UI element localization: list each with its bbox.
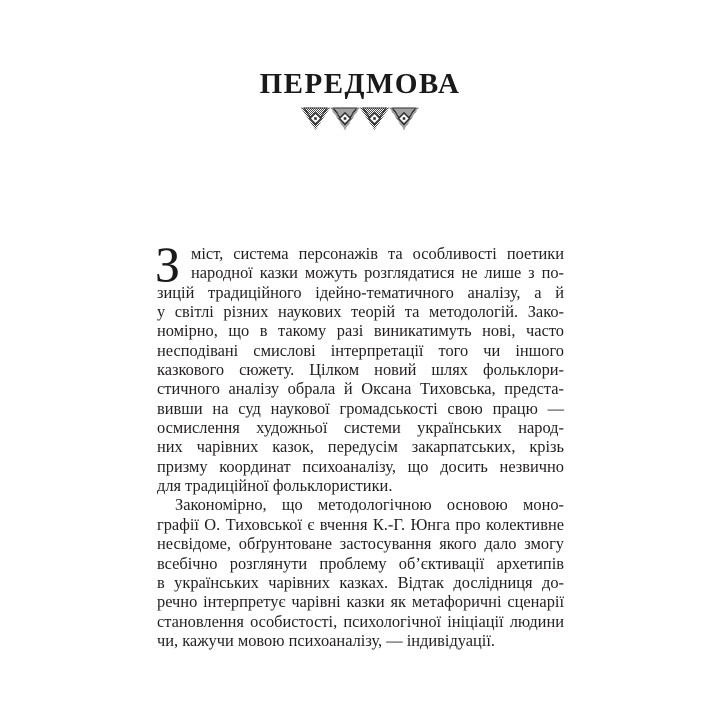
text-line: несвідоме, обґрунтоване застосування якого дало змогу — [157, 534, 564, 554]
text-line: номірно, що в такому разі виникатимуть нові, часто — [157, 321, 564, 341]
text-line: у світлі різних наукових теорій та методологій. Зако- — [157, 302, 564, 322]
text-line: них чарівних казок, передусім закарпатських, крізь — [157, 437, 564, 457]
embroidery-ornament-icon — [301, 107, 419, 131]
text-line: міст, система персонажів та особливості поетики — [191, 244, 564, 263]
text-line: всебічно розглянути проблему об’єктивації архетипів — [157, 553, 564, 573]
text-line: Закономірно, що методологічною основою моно- — [175, 495, 564, 515]
text-line: чи, кажучи мовою психоаналізу, — індивідуації. — [157, 630, 496, 650]
text-line: зицій традиційного ідейно-тематичного аналізу, а й — [157, 282, 564, 302]
paragraph-1 — [155, 236, 564, 496]
text-line: казкового сюжету. Цілком новий шлях фольклори- — [157, 360, 564, 380]
text-line: народної казки можуть розглядатися не лише з по- — [191, 263, 564, 283]
text-line: в українських чарівних казках. Відтак дослідниця до- — [157, 572, 564, 592]
text-line: речно інтерпретує чарівні казки як метафоричні сценарії — [157, 592, 564, 612]
text-line: осмислення художньої системи українських народ- — [157, 418, 564, 438]
text-line: призму координат психоаналізу, що досить незвично — [157, 456, 564, 476]
text-line: становлення особистості, психологічної ініціації людини — [157, 611, 564, 631]
page-title: ПЕРЕДМОВА — [259, 68, 461, 100]
drop-cap: З — [155, 236, 181, 292]
text-line: стичного аналізу обрала й Оксана Тиховська, предста- — [157, 379, 564, 399]
preface-body — [155, 236, 564, 650]
text-line: графії О. Тиховської є вчення К.-Г. Юнга про колективне — [157, 514, 564, 534]
text-line: вивши на суд наукової громадськості свою працю — — [157, 398, 564, 418]
paragraph-2 — [157, 495, 564, 650]
text-line: для традиційної фольклористики. — [157, 476, 393, 496]
text-line: несподівані смислові інтерпретації того чи іншого — [157, 340, 564, 360]
